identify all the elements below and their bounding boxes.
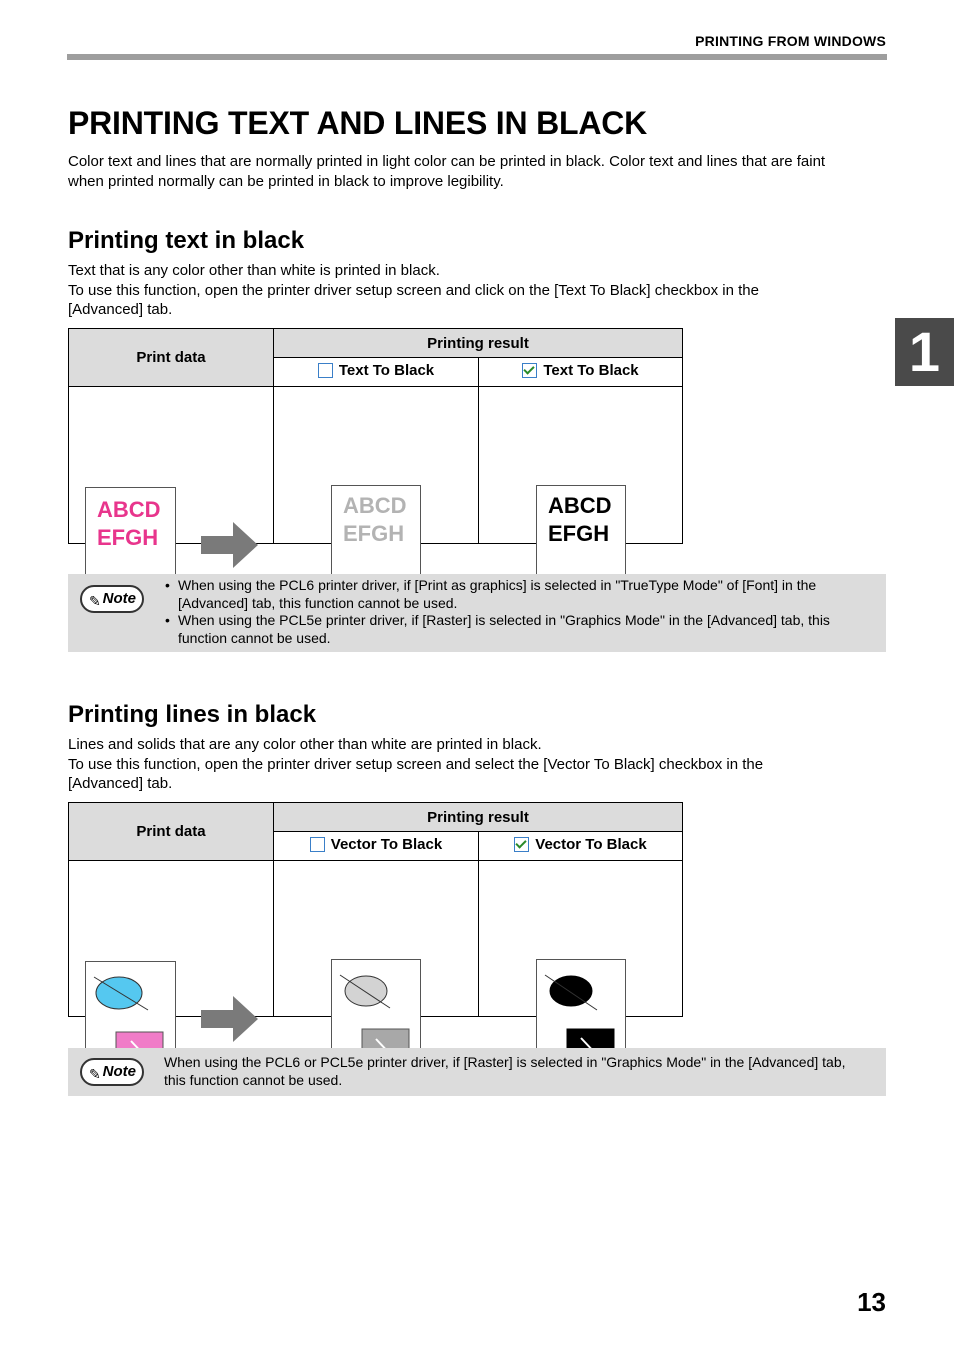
note-badge xyxy=(80,1058,144,1086)
page-title: PRINTING TEXT AND LINES IN BLACK xyxy=(68,105,648,141)
result-checked-cell xyxy=(479,861,683,1017)
printing-result-header: Printing result xyxy=(274,329,683,358)
option-label: Vector To Black xyxy=(330,836,443,853)
note-badge xyxy=(80,585,144,613)
arrow-right-icon xyxy=(201,522,259,568)
body-line: To use this function, open the printer driver setup screen and select the [Vector To Black] checkbox in the xyxy=(68,755,764,773)
sample-ellipse xyxy=(96,977,142,1009)
checked-checkbox-icon xyxy=(522,363,537,378)
option-checked-header xyxy=(479,358,683,387)
option-unchecked-header xyxy=(274,832,479,861)
option-label: Text To Black xyxy=(338,362,435,379)
print-data-cell xyxy=(69,387,274,550)
note-box-lines xyxy=(68,1048,886,1096)
body-line: [Advanced] tab. xyxy=(68,301,173,318)
option-unchecked-header xyxy=(274,358,479,387)
note-text xyxy=(164,1053,874,1089)
intro-line: when printed normally can be printed in black to improve legibility. xyxy=(68,172,504,190)
printing-result-header: Printing result xyxy=(274,803,683,832)
vector-to-black-table xyxy=(68,802,683,1017)
page-number: 13 xyxy=(857,1287,886,1317)
result-checked-cell xyxy=(479,387,683,544)
sample-text-checked xyxy=(548,492,612,548)
intro-paragraph xyxy=(68,152,886,191)
body-line: Text that is any color other than white is printed in black. xyxy=(68,262,440,279)
pencil-icon: ✎ xyxy=(89,1066,101,1082)
intro-line: Color text and lines that are normally printed in light color can be printed in black. Color text and lines that are faint xyxy=(68,153,826,170)
option-checked-header xyxy=(479,832,683,861)
note-line: When using the PCL6 or PCL5e printer driver, if [Raster] is selected in "Graphics Mode" in the [Advanced] tab, xyxy=(164,1054,846,1070)
sample-line: ABCD xyxy=(343,493,407,518)
arrow-right-icon xyxy=(201,996,259,1042)
body-line: Lines and solids that are any color other than white are printed in black. xyxy=(68,736,542,753)
note-list xyxy=(178,577,868,647)
print-data-header: Print data xyxy=(69,329,274,387)
sample-ellipse xyxy=(550,976,592,1006)
sample-line: ABCD xyxy=(97,497,161,522)
note-item: • When using the PCL5e printer driver, if [Raster] is selected in "Graphics Mode" in the [Advanced] tab, this function cannot be used. xyxy=(178,612,868,647)
body-line: [Advanced] tab. xyxy=(68,775,173,792)
body-line: To use this function, open the printer driver setup screen and click on the [Text To Black] checkbox in the xyxy=(68,281,759,299)
sample-line: EFGH xyxy=(548,521,610,546)
note-badge-label: Note xyxy=(102,590,136,607)
result-unchecked-cell xyxy=(274,387,479,544)
pencil-icon: ✎ xyxy=(89,593,101,609)
checked-checkbox-icon xyxy=(514,837,529,852)
section-body-text-black xyxy=(68,261,886,320)
sample-text-original xyxy=(97,496,161,552)
sample-text-unchecked xyxy=(343,492,407,548)
chapter-tab: 1 xyxy=(895,318,954,386)
note-badge-label: Note xyxy=(102,1063,136,1080)
print-data-cell xyxy=(69,861,274,1017)
section-heading-lines-black: Printing lines in black xyxy=(68,701,317,728)
text-to-black-table xyxy=(68,328,683,550)
option-label: Vector To Black xyxy=(535,836,647,853)
sample-line: ABCD xyxy=(548,493,612,518)
running-header: PRINTING FROM WINDOWS xyxy=(695,33,886,49)
note-box-text xyxy=(68,574,886,652)
section-body-lines-black xyxy=(68,735,886,794)
section-heading-text-black: Printing text in black xyxy=(68,227,305,254)
result-unchecked-cell xyxy=(274,861,479,1017)
option-label: Text To Black xyxy=(543,362,639,379)
unchecked-checkbox-icon xyxy=(310,837,325,852)
unchecked-checkbox-icon xyxy=(318,363,333,378)
sample-line: EFGH xyxy=(97,525,159,550)
header-rule xyxy=(67,54,887,60)
note-line: this function cannot be used. xyxy=(164,1072,343,1088)
print-data-header: Print data xyxy=(69,803,274,861)
sample-line: EFGH xyxy=(343,521,405,546)
note-item: • When using the PCL6 printer driver, if [Print as graphics] is selected in "TrueType Mode" of [Font] in the [Advanced] tab, this function cannot be used. xyxy=(178,577,868,612)
